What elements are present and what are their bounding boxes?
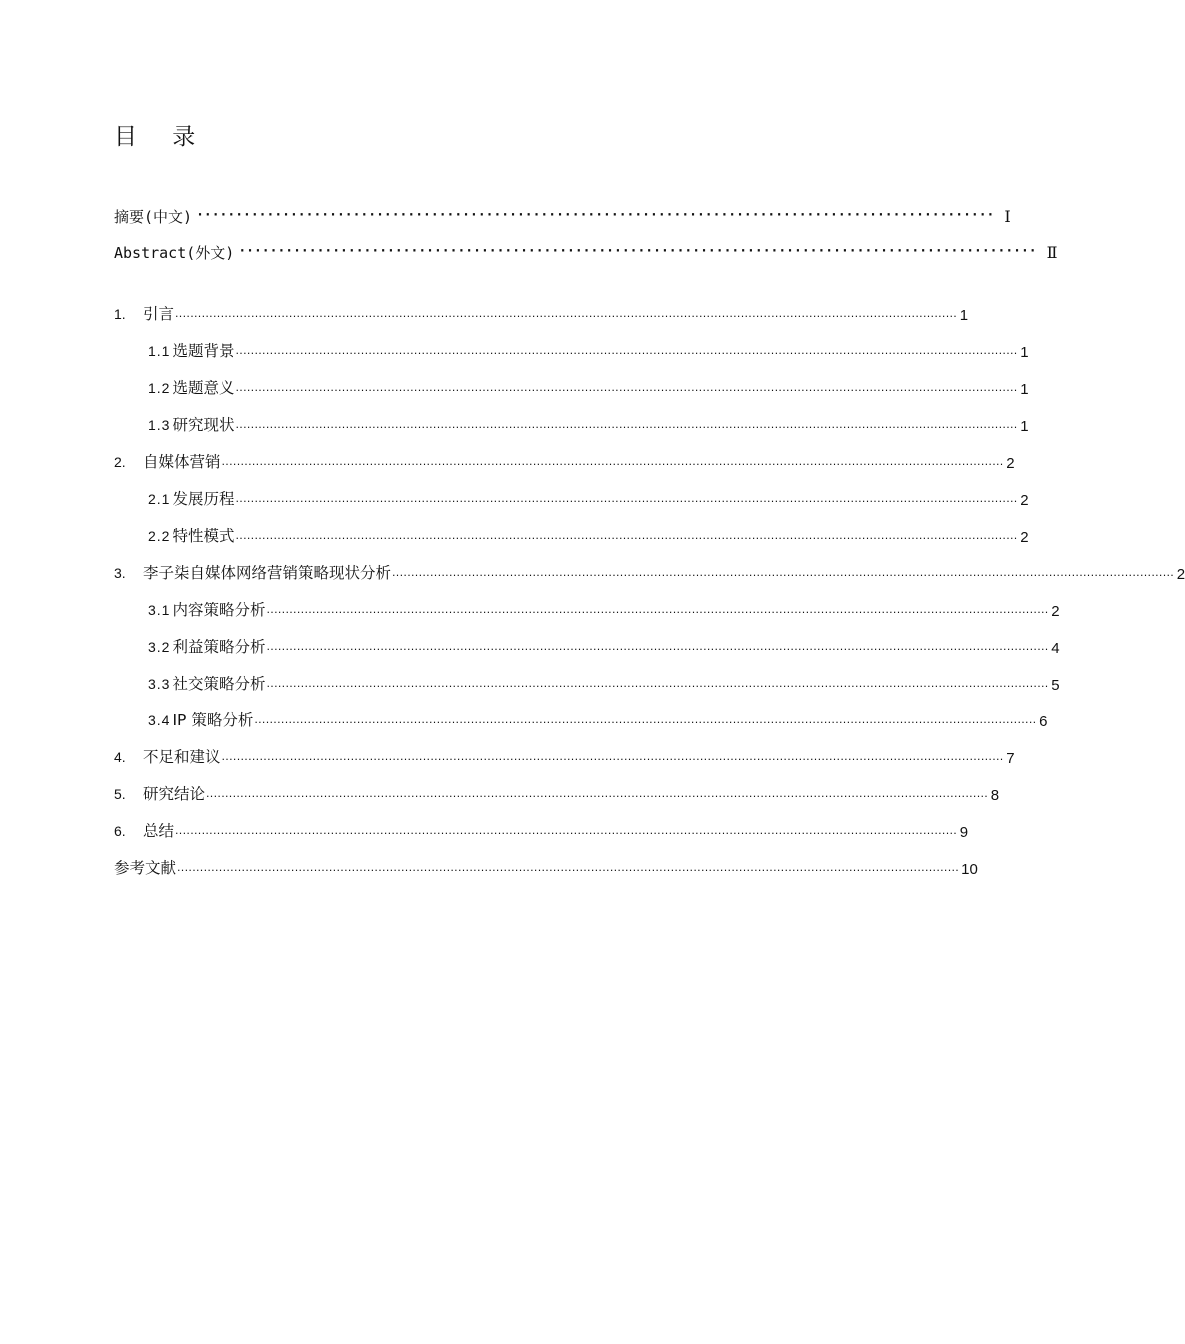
toc-entry[interactable] (114, 819, 969, 841)
toc-section-number: 2.1 (148, 491, 171, 507)
leader-dots: .............................................................................................................................................................................................................. (206, 787, 989, 800)
toc-page-number: 1 (1020, 344, 1029, 361)
leader-dots: .............................................................................................................................................................................................................. (235, 418, 1018, 431)
toc-page-number: 9 (959, 824, 969, 841)
toc-entry[interactable] (148, 672, 1060, 694)
leader-dots: .............................................................................................................................................................................................................. (177, 861, 960, 874)
toc-entry[interactable] (114, 745, 1015, 767)
toc-section-number: 2. (114, 454, 126, 470)
leader-dots: ······································································································ (238, 244, 1037, 259)
toc-entry[interactable] (114, 561, 1185, 583)
toc-entry-label: Abstract(外文) (114, 243, 235, 262)
toc-entry[interactable] (114, 302, 969, 324)
toc-section-number: 3. (114, 565, 126, 581)
toc-page-number: 1 (1020, 381, 1029, 398)
toc-entry[interactable] (148, 708, 1048, 730)
toc-section-number: 2.2 (148, 528, 171, 544)
toc-page-number: 6 (1039, 713, 1048, 730)
leader-dots: .............................................................................................................................................................................................................. (254, 713, 1037, 726)
leader-dots: .............................................................................................................................................................................................................. (235, 381, 1018, 394)
toc-page-number: 2 (1020, 529, 1029, 546)
toc-entry-label: 内容策略分析 (172, 601, 266, 619)
toc-entry-label: 特性模式 (172, 527, 235, 545)
toc-entry-label: 发展历程 (172, 490, 235, 508)
toc-page-number: 5 (1051, 677, 1060, 694)
toc-page-number: 2 (1020, 492, 1029, 509)
toc-entry-label: 选题意义 (172, 379, 235, 397)
toc-entry-label: 利益策略分析 (172, 638, 266, 656)
toc-entry-label: 总结 (143, 822, 175, 840)
leader-dots: .............................................................................................................................................................................................................. (221, 750, 1004, 763)
toc-section-number: 3.1 (148, 602, 171, 618)
toc-entry-label: 自媒体营销 (143, 453, 221, 471)
toc-entry-label: 李子柒自媒体网络营销策略现状分析 (143, 564, 392, 582)
toc-entry[interactable] (148, 339, 1029, 361)
leader-dots: .............................................................................................................................................................................................................. (235, 344, 1018, 357)
toc-entry[interactable] (148, 598, 1060, 620)
toc-page-number: 8 (990, 787, 1000, 804)
toc-entry[interactable] (148, 487, 1029, 509)
toc-page-number: 2 (1051, 603, 1060, 620)
leader-dots: .............................................................................................................................................................................................................. (266, 640, 1049, 653)
leader-dots: .............................................................................................................................................................................................................. (235, 492, 1018, 505)
toc-page-number: Ⅰ (1004, 206, 1011, 226)
toc-entry[interactable] (148, 524, 1029, 546)
toc-entry-label: 研究现状 (172, 416, 235, 434)
toc-page-number: 2 (1176, 566, 1185, 583)
toc-page-number: 4 (1051, 640, 1060, 657)
leader-dots: .............................................................................................................................................................................................................. (266, 677, 1049, 690)
leader-dots: .............................................................................................................................................................................................................. (175, 307, 958, 320)
toc-entry[interactable] (148, 635, 1060, 657)
toc-section-number: 5. (114, 786, 126, 802)
toc-section-number: 1. (114, 306, 126, 322)
toc-entry-label: IP 策略分析 (172, 711, 254, 729)
toc-entry-label: 选题背景 (172, 342, 235, 360)
toc-section-number: 1.1 (148, 343, 171, 359)
toc-section-number: 4. (114, 749, 126, 765)
toc-page-number: Ⅱ (1046, 242, 1058, 262)
toc-entry[interactable] (148, 413, 1029, 435)
toc-entry-references[interactable] (114, 856, 978, 878)
toc-page-number: 2 (1006, 455, 1015, 472)
toc-section-number: 3.3 (148, 676, 171, 692)
toc-entry[interactable] (114, 782, 1000, 804)
leader-dots: .............................................................................................................................................................................................................. (266, 603, 1049, 616)
toc-entry-abstract-cn[interactable] (114, 204, 1011, 228)
toc-entry[interactable] (148, 376, 1029, 398)
toc-entry-label: 引言 (143, 305, 175, 323)
toc-section-number: 1.3 (148, 417, 171, 433)
toc-entry-label: 参考文献 (114, 859, 177, 877)
toc-entry-label: 研究结论 (143, 785, 206, 803)
toc-section-number: 1.2 (148, 380, 171, 396)
toc-entry-label: 摘要(中文) (114, 207, 193, 226)
leader-dots: .............................................................................................................................................................................................................. (235, 529, 1018, 542)
toc-page-number: 7 (1006, 750, 1015, 767)
toc-page-number: 1 (959, 307, 969, 324)
toc-entry-label: 不足和建议 (143, 748, 221, 766)
toc-page-number: 10 (961, 861, 978, 878)
toc-section-number: 3.4 (148, 712, 171, 728)
toc-entry[interactable] (114, 450, 1015, 472)
toc-entry-label: 社交策略分析 (172, 675, 266, 693)
leader-dots: .............................................................................................................................................................................................................. (392, 566, 1175, 579)
toc-section-number: 3.2 (148, 639, 171, 655)
leader-dots: .............................................................................................................................................................................................................. (221, 455, 1004, 468)
toc-entry-abstract-en[interactable] (114, 240, 1058, 264)
toc-title: 目 录 (114, 124, 210, 150)
toc-page-number: 1 (1020, 418, 1029, 435)
leader-dots: .............................................................................................................................................................................................................. (175, 824, 958, 837)
leader-dots: ······································································································ (196, 208, 995, 223)
toc-section-number: 6. (114, 823, 126, 839)
